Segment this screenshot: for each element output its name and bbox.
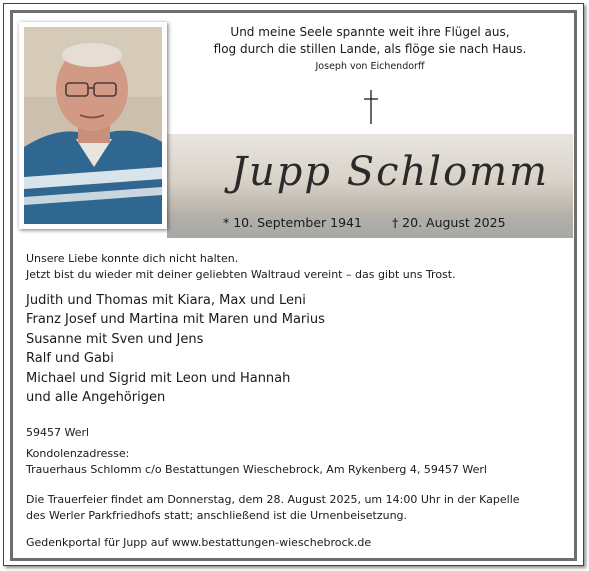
family-line: Michael und Sigrid mit Leon und Hannah (26, 371, 291, 386)
location: 59457 Werl (26, 426, 90, 439)
memorial-portal: Gedenkportal für Jupp auf www.bestattungen-wieschebrock.de (26, 536, 372, 549)
intro-line: Unsere Liebe konnte dich nicht halten. (26, 252, 239, 265)
life-dates (223, 215, 523, 230)
funeral-line: des Werler Parkfriedhofs statt; anschließend ist die Urnenbeisetzung. (26, 509, 408, 522)
quote-line: Und meine Seele spannte weit ihre Flügel aus, (230, 25, 510, 39)
cross-icon (360, 89, 382, 125)
portrait-frame (19, 22, 167, 229)
deceased-name: Jupp Schlomm (230, 149, 550, 195)
condolence-address: Trauerhaus Schlomm c/o Bestattungen Wieschebrock, Am Rykenberg 4, 59457 Werl (26, 463, 487, 476)
family-line: Susanne mit Sven und Jens (26, 332, 204, 347)
intro-line: Jetzt bist du wieder mit deiner geliebten Waltraud vereint – das gibt uns Trost. (26, 268, 456, 281)
quote-line: flog durch die stillen Lande, als flöge sie nach Haus. (213, 42, 527, 56)
quote-block (200, 24, 540, 58)
family-line: Judith und Thomas mit Kiara, Max und Leni (26, 293, 306, 308)
portrait-photo (24, 27, 162, 224)
condolence-label: Kondolenzadresse: (26, 447, 130, 460)
death-date: † 20. August 2025 (391, 215, 506, 230)
portrait-illustration (24, 27, 162, 224)
quote-author: Joseph von Eichendorff (315, 61, 425, 72)
birth-date: * 10. September 1941 (223, 215, 362, 230)
family-line: Ralf und Gabi (26, 351, 114, 366)
funeral-line: Die Trauerfeier findet am Donnerstag, dem 28. August 2025, um 14:00 Uhr in der Kapelle (26, 493, 520, 506)
family-line: Franz Josef und Martina mit Maren und Marius (26, 312, 325, 327)
family-line: und alle Angehörigen (26, 390, 166, 405)
